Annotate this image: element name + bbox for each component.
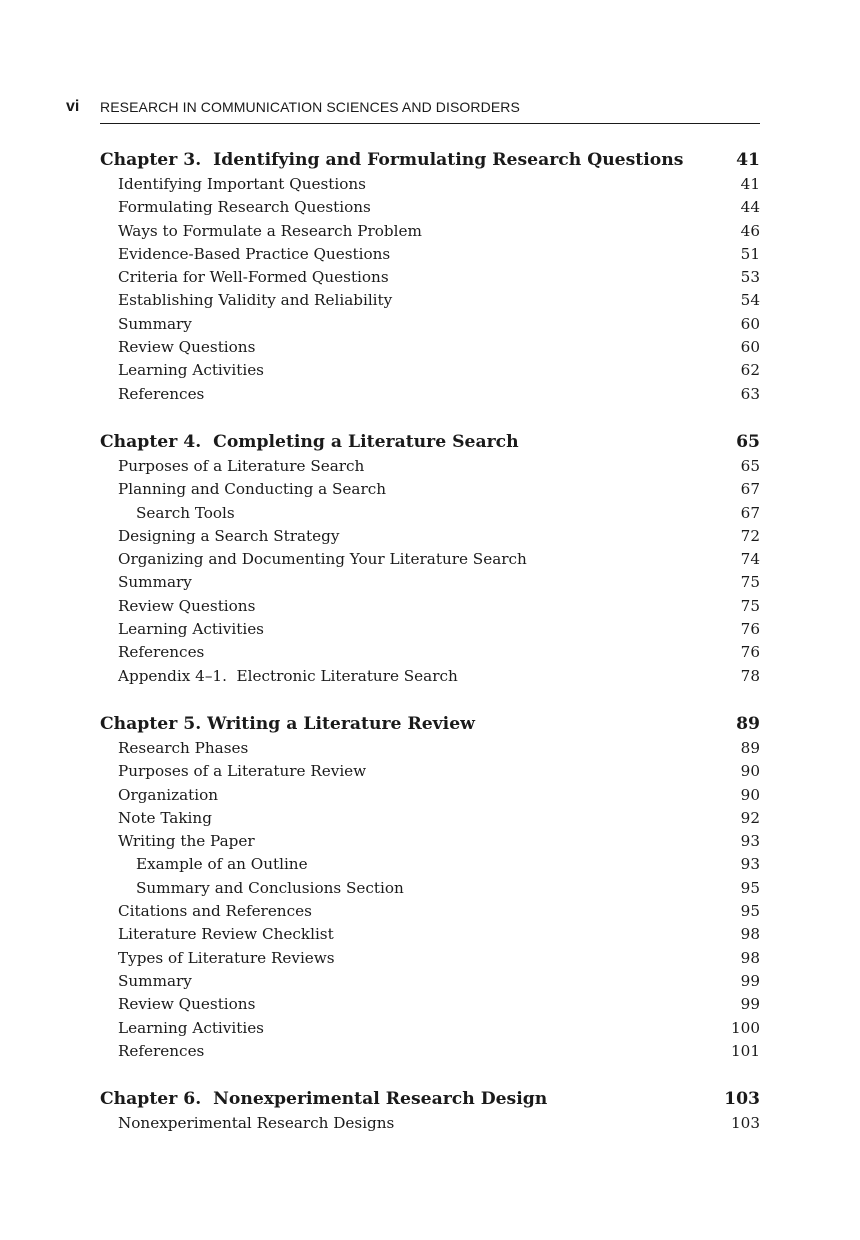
entry-label: Criteria for Well-Formed Questions xyxy=(118,268,389,287)
entry-page-number: 76 xyxy=(740,643,760,662)
toc-entry xyxy=(100,760,760,783)
chapter-heading xyxy=(100,1087,760,1112)
toc-entry xyxy=(100,313,760,336)
entry-page-number: 98 xyxy=(740,925,760,944)
toc-entry xyxy=(100,923,760,946)
entry-page-number: 74 xyxy=(740,550,760,569)
entry-page-number: 75 xyxy=(740,573,760,592)
chapter-title: Chapter 6. Nonexperimental Research Design xyxy=(100,1089,548,1110)
entry-label: Review Questions xyxy=(118,596,256,615)
entry-page-number: 90 xyxy=(740,762,760,781)
toc-entry xyxy=(100,196,760,219)
page-number: vi xyxy=(66,98,80,115)
running-header xyxy=(66,96,760,124)
chapter-page-number: 65 xyxy=(736,431,760,452)
toc-entry xyxy=(100,173,760,196)
entry-label: Writing the Paper xyxy=(118,832,255,851)
entry-label: Identifying Important Questions xyxy=(118,175,366,193)
entry-page-number: 89 xyxy=(740,738,760,757)
entry-label: Ways to Formulate a Research Problem xyxy=(118,221,422,240)
entry-label: Organization xyxy=(118,785,219,804)
toc-entry xyxy=(100,383,760,406)
toc-entry xyxy=(100,220,760,243)
entry-page-number: 92 xyxy=(740,808,760,827)
entry-page-number: 95 xyxy=(740,902,760,921)
entry-label: Learning Activities xyxy=(118,620,264,639)
toc-entry xyxy=(100,993,760,1016)
entry-label: Designing a Search Strategy xyxy=(118,526,340,545)
table-of-contents xyxy=(100,148,760,1159)
toc-entry xyxy=(100,571,760,594)
entry-page-number: 60 xyxy=(740,314,760,333)
entry-page-number: 60 xyxy=(740,338,760,357)
entry-label: Organizing and Documenting Your Literature Search xyxy=(118,550,527,569)
chapter-page-number: 89 xyxy=(736,713,760,734)
toc-entry xyxy=(100,830,760,853)
toc-entry xyxy=(100,947,760,970)
entry-page-number: 51 xyxy=(740,244,760,263)
entry-page-number: 99 xyxy=(740,995,760,1014)
entry-label: Search Tools xyxy=(136,503,235,522)
entry-label: Review Questions xyxy=(118,995,256,1014)
toc-entry xyxy=(100,1017,760,1040)
running-title: RESEARCH IN COMMUNICATION SCIENCES AND DISORDERS xyxy=(100,99,520,115)
toc-entry xyxy=(100,1112,760,1135)
chapter-title: Chapter 5. Writing a Literature Review xyxy=(100,713,475,734)
entry-label: Appendix 4–1. Electronic Literature Search xyxy=(118,666,458,685)
entry-label: Review Questions xyxy=(118,338,256,357)
entry-label: Nonexperimental Research Designs xyxy=(118,1114,395,1133)
toc-subentry xyxy=(100,502,760,525)
entry-label: Purposes of a Literature Review xyxy=(118,762,367,781)
entry-label: Summary xyxy=(118,573,192,592)
entry-page-number: 93 xyxy=(740,832,760,851)
toc-entry xyxy=(100,266,760,289)
entry-page-number: 44 xyxy=(740,198,760,217)
entry-label: Summary xyxy=(118,971,192,990)
entry-page-number: 67 xyxy=(740,480,760,499)
toc-chapter xyxy=(100,1087,760,1135)
toc-entry xyxy=(100,455,760,478)
toc-entry xyxy=(100,665,760,688)
entry-page-number: 67 xyxy=(740,503,760,522)
entry-label: Learning Activities xyxy=(118,1018,264,1037)
entry-page-number: 95 xyxy=(740,878,760,897)
chapter-page-number: 41 xyxy=(736,150,760,170)
toc-chapter xyxy=(100,430,760,688)
entry-page-number: 63 xyxy=(740,384,760,403)
entry-page-number: 76 xyxy=(740,620,760,639)
entry-label: Purposes of a Literature Search xyxy=(118,456,365,475)
entry-page-number: 100 xyxy=(731,1018,760,1037)
entry-label: Literature Review Checklist xyxy=(118,925,334,944)
entry-label: References xyxy=(118,643,205,662)
entry-label: Research Phases xyxy=(118,738,249,757)
entry-label: Citations and References xyxy=(118,902,312,921)
chapter-heading xyxy=(100,430,760,455)
toc-entry xyxy=(100,525,760,548)
entry-label: Formulating Research Questions xyxy=(118,198,371,217)
toc-entry xyxy=(100,595,760,618)
entry-label: Learning Activities xyxy=(118,361,264,380)
chapter-heading xyxy=(100,148,760,173)
chapter-title: Chapter 3. Identifying and Formulating Research Questions xyxy=(100,150,684,170)
entry-page-number: 65 xyxy=(740,456,760,475)
entry-page-number: 78 xyxy=(740,666,760,685)
entry-label: References xyxy=(118,1041,205,1060)
header-rule xyxy=(100,123,760,124)
toc-entry xyxy=(100,641,760,664)
entry-page-number: 53 xyxy=(740,268,760,287)
toc-entry xyxy=(100,900,760,923)
entry-label: Example of an Outline xyxy=(136,855,308,874)
toc-entry xyxy=(100,1040,760,1063)
entry-page-number: 99 xyxy=(740,971,760,990)
entry-label: Planning and Conducting a Search xyxy=(118,480,386,499)
toc-entry xyxy=(100,478,760,501)
toc-chapter xyxy=(100,148,760,406)
entry-page-number: 41 xyxy=(740,175,760,193)
toc-entry xyxy=(100,289,760,312)
entry-page-number: 98 xyxy=(740,948,760,967)
entry-page-number: 93 xyxy=(740,855,760,874)
toc-subentry xyxy=(100,853,760,876)
entry-page-number: 62 xyxy=(740,361,760,380)
toc-entry xyxy=(100,548,760,571)
entry-page-number: 101 xyxy=(731,1041,760,1060)
toc-entry xyxy=(100,737,760,760)
toc-entry xyxy=(100,618,760,641)
entry-label: Evidence-Based Practice Questions xyxy=(118,244,391,263)
entry-label: References xyxy=(118,384,205,403)
toc-chapter xyxy=(100,712,760,1063)
chapter-title: Chapter 4. Completing a Literature Search xyxy=(100,431,519,452)
toc-subentry xyxy=(100,877,760,900)
entry-page-number: 54 xyxy=(740,291,760,310)
entry-label: Types of Literature Reviews xyxy=(118,948,335,967)
chapter-heading xyxy=(100,712,760,737)
entry-page-number: 90 xyxy=(740,785,760,804)
entry-page-number: 46 xyxy=(740,221,760,240)
toc-entry xyxy=(100,970,760,993)
toc-entry xyxy=(100,784,760,807)
toc-entry xyxy=(100,336,760,359)
entry-label: Summary and Conclusions Section xyxy=(136,878,404,897)
entry-page-number: 75 xyxy=(740,596,760,615)
toc-entry xyxy=(100,359,760,382)
toc-entry xyxy=(100,807,760,830)
chapter-page-number: 103 xyxy=(724,1089,760,1110)
entry-label: Establishing Validity and Reliability xyxy=(118,291,393,310)
entry-label: Note Taking xyxy=(118,808,212,827)
entry-label: Summary xyxy=(118,314,192,333)
toc-entry xyxy=(100,243,760,266)
entry-page-number: 103 xyxy=(731,1114,760,1133)
entry-page-number: 72 xyxy=(740,526,760,545)
